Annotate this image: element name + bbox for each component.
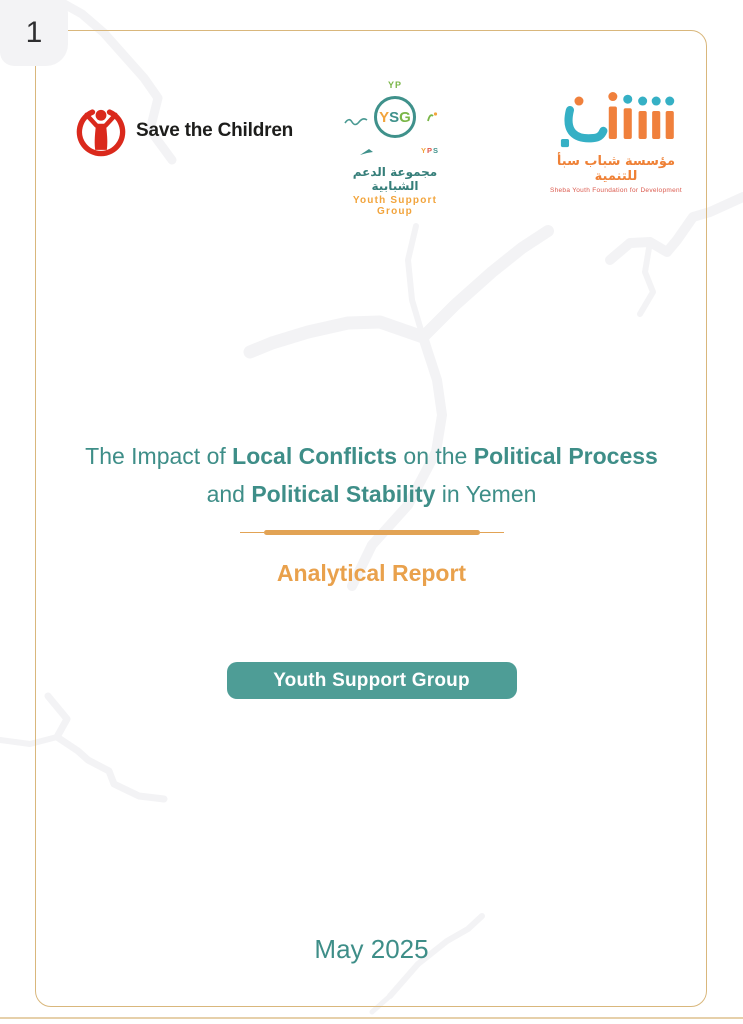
ysg-satellite-top-label: YP	[387, 80, 402, 90]
ysg-letter-y: Y	[379, 108, 390, 126]
sheba-arabic-name: مؤسسة شباب سبأ للتنمية	[556, 154, 676, 184]
report-title	[42, 437, 702, 513]
report-date: May 2025	[314, 934, 429, 964]
page-number: 1	[25, 16, 43, 49]
ysg-letter-s: S	[389, 108, 400, 126]
sheba-english-name: Sheba Youth Foundation for Development	[549, 187, 683, 194]
save-the-children-logo	[74, 104, 293, 158]
ysg-english-name: Youth Support Group	[352, 195, 438, 217]
ysg-circle	[374, 96, 416, 138]
ysg-yps-label: YPS	[420, 146, 439, 155]
ysg-letter-g: G	[399, 108, 411, 126]
report-title-line: and Political Stability in Yemen	[206, 481, 537, 507]
ysg-logo-mark	[337, 94, 453, 158]
ysg-satellite-right-icon	[425, 110, 439, 129]
ysg-bird-icon	[359, 144, 375, 162]
ysg-arabic-name: مجموعة الدعم الشبابية	[352, 165, 438, 193]
sheba-logo-mark-icon	[556, 92, 676, 148]
title-divider	[240, 530, 504, 535]
page-number-badge	[0, 0, 68, 66]
save-the-children-icon	[74, 104, 128, 158]
ysg-logo	[337, 80, 453, 217]
ysg-calligraphy-icon	[343, 114, 369, 133]
save-the-children-label: Save the Children	[136, 120, 294, 141]
author-badge: Youth Support Group	[227, 662, 517, 699]
report-subtitle: Analytical Report	[276, 560, 467, 586]
report-title-line: The Impact of Local Conflicts on the Political Process	[85, 443, 658, 469]
sheba-foundation-logo	[548, 92, 684, 194]
